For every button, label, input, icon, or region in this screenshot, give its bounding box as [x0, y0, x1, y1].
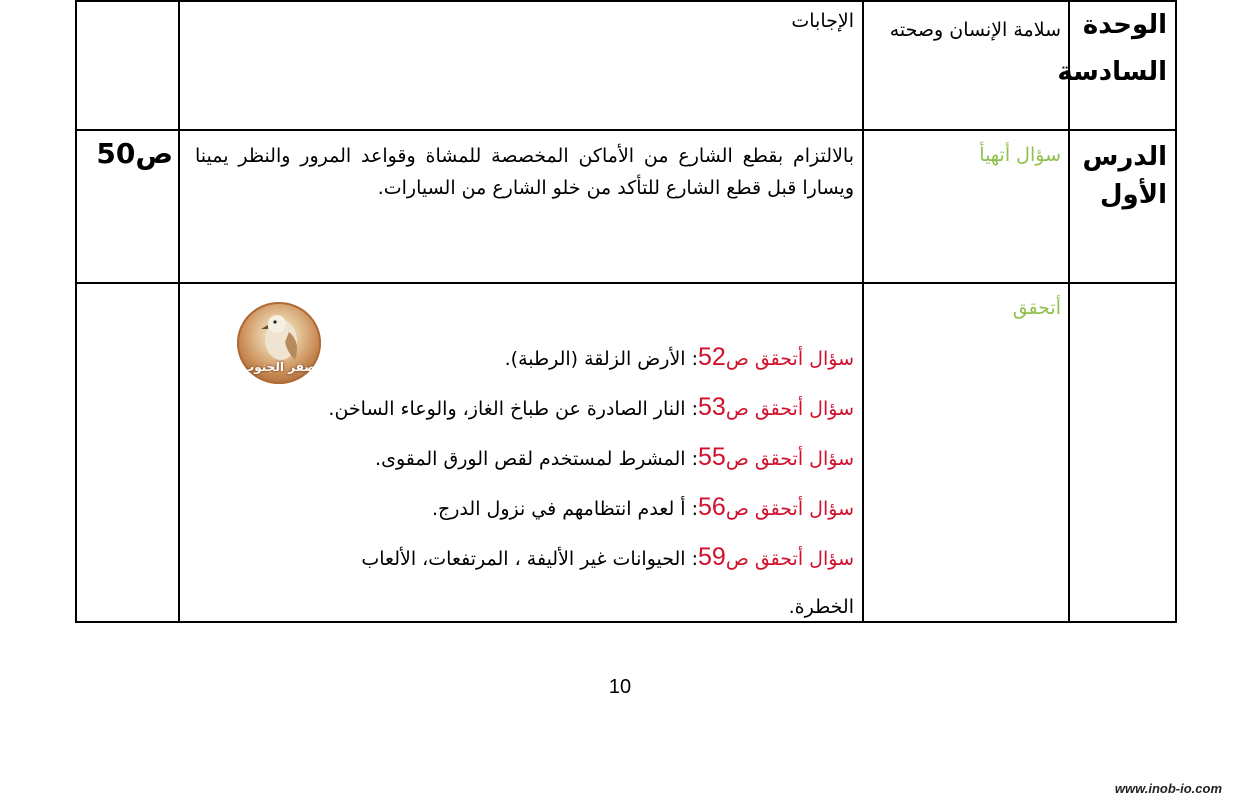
table-border-right: [1175, 0, 1177, 623]
table-col-divider: [862, 0, 864, 623]
list-item: [182, 383, 854, 433]
question-page: 53: [698, 393, 726, 421]
question-page: 56: [698, 493, 726, 521]
question-page: 52: [698, 343, 726, 371]
answer-text: : النار الصادرة عن طباخ الغاز، والوعاء الساخن.: [328, 398, 699, 420]
check-label: أتحقق: [1012, 297, 1061, 319]
question-prefix: سؤال أتحقق ص: [725, 448, 854, 470]
question-page: 55: [698, 443, 726, 471]
lesson-answer: بالالتزام بقطع الشارع من الأماكن المخصصة للمشاة وقواعد المرور والنظر يمينا ويسارا قبل قطع الشارع للتأكد من خلو الشارع من السيارات.: [195, 145, 854, 199]
unit-title: سلامة الإنسان وصحته: [889, 19, 1061, 41]
list-item-continuation: الخطرة.: [788, 596, 854, 618]
table-border-left: [75, 0, 77, 623]
list-item: [182, 533, 854, 583]
table-row-divider: [75, 282, 1177, 284]
falcon-logo: [237, 302, 321, 384]
website-link[interactable]: www.inob-io.com: [1114, 781, 1222, 796]
question-prefix: سؤال أتحقق ص: [725, 498, 854, 520]
unit-label: الوحدة السادسة: [1057, 10, 1167, 87]
question-prefix: سؤال أتحقق ص: [725, 348, 854, 370]
list-item: [182, 483, 854, 533]
answers-header: الإجابات: [791, 10, 854, 32]
question-prefix: سؤال أتحقق ص: [725, 398, 854, 420]
table-row-divider: [75, 129, 1177, 131]
question-prefix: سؤال أتحقق ص: [725, 548, 854, 570]
logo-caption: صقر الجنوب: [242, 360, 316, 374]
answer-text: : الحيوانات غير الأليفة ، المرتفعات، الألعاب: [361, 548, 699, 570]
answer-text: : أ لعدم انتظامهم في نزول الدرج.: [431, 498, 699, 520]
page-reference: ص50: [96, 137, 173, 170]
table-col-divider: [178, 0, 180, 623]
table-border-top: [75, 0, 1177, 2]
page-number: 10: [608, 676, 632, 698]
answer-text: : الأرض الزلقة (الرطبة).: [504, 348, 699, 370]
lesson-label: الدرس الأول: [1082, 142, 1167, 210]
list-item: [182, 433, 854, 483]
answers-table: [75, 0, 1177, 623]
answer-text: : المشرط لمستخدم لقص الورق المقوى.: [375, 448, 699, 470]
question-page: 59: [698, 543, 726, 571]
lesson-question-label: سؤال أتهيأ: [979, 144, 1061, 166]
